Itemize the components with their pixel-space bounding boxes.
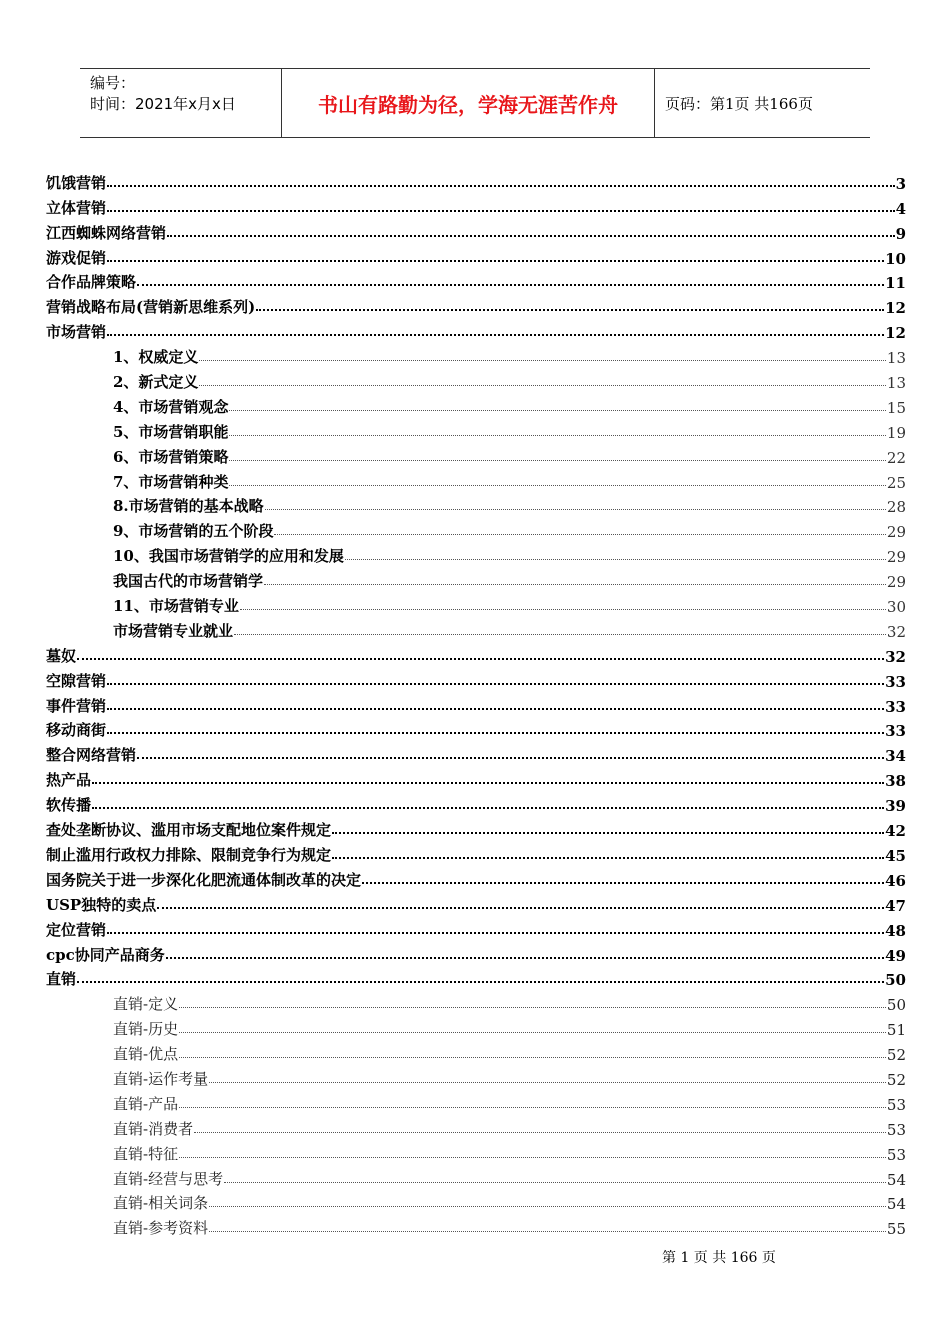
page-footer (662, 1247, 776, 1267)
toc-entry-title: 直销-产品 (113, 1094, 179, 1113)
toc-dot-leader (107, 708, 884, 710)
toc-entry-title: 直销-消费者 (113, 1119, 194, 1138)
toc-entry-title: 立体营销 (46, 198, 107, 217)
toc-entry[interactable] (46, 790, 906, 815)
toc-dot-leader (209, 1231, 886, 1232)
toc-entry-title: 11、市场营销专业 (113, 597, 239, 616)
toc-entry-title: USP独特的卖点 (46, 895, 157, 914)
toc-entry-page: 42 (885, 822, 906, 841)
motto-text: 书山有路勤为径，学海无涯苦作舟 (318, 92, 618, 117)
toc-entry-title: 4、市场营销观念 (113, 397, 229, 416)
toc-entry-title: 10、我国市场营销学的应用和发展 (113, 547, 344, 566)
toc-dot-leader (107, 334, 884, 336)
toc-entry[interactable] (46, 740, 906, 765)
toc-entry-page: 54 (886, 1195, 906, 1214)
toc-entry[interactable] (46, 168, 906, 193)
toc-entry-page: 12 (885, 299, 906, 318)
toc-entry-title: 软传播 (46, 796, 92, 815)
toc-dot-leader (77, 658, 884, 660)
toc-dot-leader (256, 309, 884, 311)
toc-entry-title: 移动商街 (46, 721, 107, 740)
toc-entry-title: 直销-相关词条 (113, 1194, 209, 1213)
toc-dot-leader (362, 882, 884, 884)
toc-entry-title: 游戏促销 (46, 248, 107, 267)
toc-entry-title: 2、新式定义 (113, 373, 199, 392)
toc-dot-leader (179, 1007, 886, 1008)
toc-entry[interactable] (46, 1064, 906, 1089)
toc-entry[interactable] (46, 193, 906, 218)
toc-entry[interactable] (46, 317, 906, 342)
toc-entry[interactable] (46, 292, 906, 317)
document-number-label: 编号： (90, 74, 136, 92)
toc-entry[interactable] (46, 666, 906, 691)
toc-dot-leader (179, 1032, 886, 1033)
page-info-text: 页码：第1页 共166页 (665, 94, 813, 113)
toc-entry-page: 53 (886, 1120, 906, 1139)
toc-entry[interactable] (46, 243, 906, 268)
toc-entry-title: 国务院关于进一步深化化肥流通体制改革的决定 (46, 870, 362, 889)
toc-entry-title: 直销-特征 (113, 1144, 179, 1163)
toc-entry-page: 15 (886, 398, 906, 417)
toc-entry-page: 49 (885, 946, 906, 965)
toc-entry-title: 1、权威定义 (113, 348, 199, 367)
toc-dot-leader (137, 757, 884, 759)
toc-entry-page: 11 (885, 274, 906, 293)
toc-entry[interactable] (46, 989, 906, 1014)
toc-dot-leader (166, 957, 884, 959)
toc-entry-page: 22 (886, 448, 906, 467)
toc-entry-page: 12 (885, 324, 906, 343)
toc-entry-page: 50 (885, 971, 906, 990)
toc-dot-leader (229, 485, 885, 486)
document-time-label: 时间：2021年x月x日 (90, 95, 236, 113)
toc-entry[interactable] (46, 1139, 906, 1164)
toc-entry-page: 13 (886, 374, 906, 393)
toc-entry-page: 54 (886, 1170, 906, 1189)
toc-entry-page: 32 (886, 622, 906, 641)
toc-entry[interactable] (46, 765, 906, 790)
toc-entry-page: 53 (886, 1145, 906, 1164)
toc-entry[interactable] (46, 965, 906, 990)
toc-dot-leader (179, 1107, 886, 1108)
toc-entry-page: 52 (886, 1046, 906, 1065)
toc-entry-title: 5、市场营销职能 (113, 422, 229, 441)
toc-dot-leader (92, 807, 884, 809)
toc-entry[interactable] (46, 1089, 906, 1114)
toc-entry[interactable] (46, 716, 906, 741)
toc-dot-leader (209, 1206, 886, 1207)
toc-entry[interactable] (46, 1164, 906, 1189)
header-meta (80, 69, 281, 137)
toc-entry-title: 直销-定义 (113, 995, 179, 1014)
toc-dot-leader (77, 981, 884, 983)
toc-entry-title: 直销-历史 (113, 1020, 179, 1039)
toc-entry[interactable] (46, 890, 906, 915)
toc-dot-leader (332, 832, 884, 834)
toc-entry[interactable] (46, 566, 906, 591)
toc-entry-page: 33 (885, 697, 906, 716)
toc-entry-page: 33 (885, 722, 906, 741)
toc-entry-title: 营销战略布局(营销新思维系列) (46, 298, 256, 317)
toc-dot-leader (179, 1157, 886, 1158)
toc-dot-leader (137, 284, 884, 286)
toc-dot-leader (274, 534, 885, 535)
toc-entry-title: 直销-参考资料 (113, 1219, 209, 1238)
toc-entry-title: 墓奴 (46, 646, 77, 665)
toc-entry-title: 饥饿营销 (46, 173, 107, 192)
toc-dot-leader (194, 1132, 886, 1133)
toc-entry[interactable] (46, 342, 906, 367)
toc-dot-leader (107, 732, 884, 734)
toc-dot-leader (265, 509, 886, 510)
toc-entry[interactable] (46, 218, 906, 243)
toc-entry-page: 52 (886, 1070, 906, 1089)
toc-entry[interactable] (46, 541, 906, 566)
toc-dot-leader (229, 410, 885, 411)
toc-entry[interactable] (46, 1213, 906, 1238)
toc-entry-page: 25 (886, 473, 906, 492)
toc-entry[interactable] (46, 268, 906, 293)
toc-dot-leader (240, 609, 886, 610)
toc-entry-page: 32 (885, 647, 906, 666)
toc-dot-leader (199, 385, 885, 386)
toc-entry-title: 空隙营销 (46, 671, 107, 690)
toc-entry[interactable] (46, 516, 906, 541)
toc-entry-page: 28 (886, 498, 906, 517)
toc-entry-page: 46 (885, 871, 906, 890)
toc-entry[interactable] (46, 417, 906, 442)
toc-entry[interactable] (46, 616, 906, 641)
toc-dot-leader (229, 460, 885, 461)
toc-entry-title: 9、市场营销的五个阶段 (113, 522, 274, 541)
toc-entry[interactable] (46, 840, 906, 865)
toc-entry-title: 8.市场营销的基本战略 (113, 497, 264, 516)
toc-entry[interactable] (46, 940, 906, 965)
toc-entry[interactable] (46, 641, 906, 666)
toc-entry-title: 热产品 (46, 771, 92, 790)
toc-dot-leader (107, 185, 895, 187)
page-header (80, 68, 870, 138)
toc-entry-title: 定位营销 (46, 920, 107, 939)
toc-entry-title: 市场营销 (46, 323, 107, 342)
toc-dot-leader (179, 1057, 886, 1058)
toc-dot-leader (332, 857, 884, 859)
toc-entry-page: 10 (885, 249, 906, 268)
toc-entry-page: 29 (886, 573, 906, 592)
toc-entry-title: 合作品牌策略 (46, 273, 137, 292)
toc-entry[interactable] (46, 691, 906, 716)
toc-entry[interactable] (46, 1014, 906, 1039)
toc-entry-page: 47 (885, 896, 906, 915)
toc-dot-leader (224, 1182, 886, 1183)
toc-entry[interactable] (46, 865, 906, 890)
toc-entry[interactable] (46, 367, 906, 392)
toc-entry-page: 39 (885, 797, 906, 816)
toc-entry[interactable] (46, 1189, 906, 1214)
toc-entry-title: 事件营销 (46, 696, 107, 715)
toc-entry-page: 9 (895, 224, 906, 243)
toc-entry-title: 江西蜘蛛网络营销 (46, 223, 167, 242)
toc-entry-page: 30 (886, 598, 906, 617)
toc-entry-page: 50 (886, 996, 906, 1015)
toc-dot-leader (107, 932, 884, 934)
toc-entry[interactable] (46, 392, 906, 417)
toc-entry-page: 55 (886, 1220, 906, 1239)
toc-entry-page: 13 (886, 349, 906, 368)
toc-entry-page: 45 (885, 846, 906, 865)
toc-entry-title: 直销-优点 (113, 1045, 179, 1064)
toc-dot-leader (209, 1082, 886, 1083)
toc-dot-leader (92, 782, 884, 784)
toc-entry-page: 34 (885, 747, 906, 766)
toc-entry[interactable] (46, 815, 906, 840)
toc-entry-page: 29 (886, 523, 906, 542)
header-motto (281, 69, 655, 137)
toc-dot-leader (107, 210, 895, 212)
toc-entry-page: 51 (886, 1021, 906, 1040)
toc-entry-page: 4 (895, 199, 906, 218)
toc-entry-title: 我国古代的市场营销学 (113, 572, 264, 591)
footer-page-number: 第 1 页 共 166 页 (662, 1250, 776, 1266)
toc-entry-title: 7、市场营销种类 (113, 472, 229, 491)
toc-entry-title: 市场营销专业就业 (113, 621, 234, 640)
toc-entry-page: 53 (886, 1095, 906, 1114)
toc-entry-page: 38 (885, 772, 906, 791)
header-page-info (655, 69, 870, 137)
toc-entry-title: 直销 (46, 970, 77, 989)
toc-entry-title: 整合网络营销 (46, 746, 137, 765)
toc-entry-title: 直销-运作考量 (113, 1069, 209, 1088)
toc-entry[interactable] (46, 1114, 906, 1139)
toc-entry-page: 3 (895, 174, 906, 193)
toc-dot-leader (167, 235, 895, 237)
table-of-contents (46, 168, 906, 1238)
toc-entry[interactable] (46, 442, 906, 467)
toc-entry-title: cpc协同产品商务 (46, 945, 165, 964)
toc-entry-title: 查处垄断协议、滥用市场支配地位案件规定 (46, 821, 332, 840)
toc-entry-title: 制止滥用行政权力排除、限制竞争行为规定 (46, 845, 332, 864)
toc-entry-page: 48 (885, 921, 906, 940)
toc-entry[interactable] (46, 1039, 906, 1064)
toc-dot-leader (107, 260, 884, 262)
toc-dot-leader (264, 584, 886, 585)
toc-entry-title: 6、市场营销策略 (113, 447, 229, 466)
toc-dot-leader (107, 683, 884, 685)
toc-dot-leader (345, 559, 886, 560)
toc-dot-leader (229, 435, 885, 436)
toc-entry[interactable] (46, 915, 906, 940)
toc-entry-page: 29 (886, 548, 906, 567)
toc-entry-page: 33 (885, 672, 906, 691)
toc-entry-page: 19 (886, 423, 906, 442)
toc-entry[interactable] (46, 591, 906, 616)
toc-dot-leader (234, 634, 886, 635)
toc-dot-leader (199, 360, 885, 361)
toc-entry[interactable] (46, 467, 906, 492)
toc-entry[interactable] (46, 492, 906, 517)
toc-entry-title: 直销-经营与思考 (113, 1169, 224, 1188)
toc-dot-leader (157, 907, 884, 909)
